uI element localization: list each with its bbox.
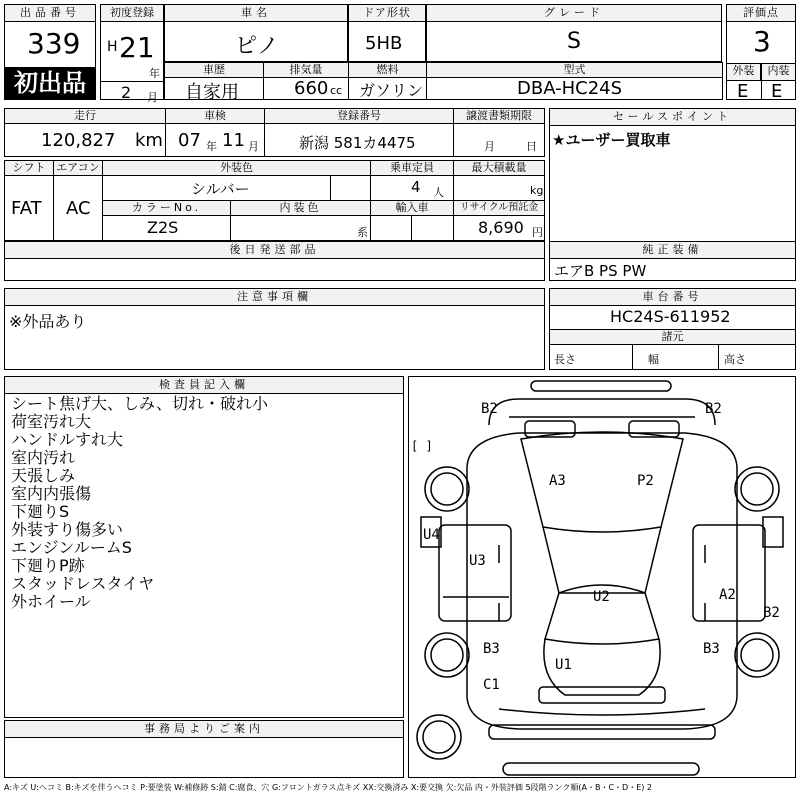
later-parts-label: 後日発送部品 [5,242,544,259]
office-label: 事務局よりご案内 [5,721,403,738]
car-diagram [408,376,796,778]
first-reg-box [100,4,164,104]
note-line: 室内汚れ [11,448,76,467]
car-name-label: 車名 [165,5,347,22]
equipment-label: 純正装備 [550,242,795,259]
lot-box [4,4,96,100]
mark-b2-right: B2 [705,401,722,417]
note-line: 外装すり傷多い [11,520,124,539]
car-outline-icon [409,377,795,777]
inspector-box [4,376,404,718]
door-label: ドア形状 [349,5,425,22]
bracket-marker: [ ] [411,439,433,453]
exterior-score: E [737,81,749,102]
mark-b2-side: B2 [763,605,780,621]
note-line: ハンドルすれ大 [11,430,124,449]
first-reg-label: 初度登録 [101,5,163,22]
note-line: 下廻りP跡 [11,556,85,575]
aircon-value: AC [66,198,91,219]
first-reg-era: H [107,39,118,55]
specs-label: 諸元 [549,329,796,345]
inspection-year-unit: 年 [206,140,217,153]
later-parts-box [4,241,545,281]
caution-value: ※外品あり [9,312,87,331]
first-listing-badge: 初出品 [5,67,95,99]
grade-box [426,4,722,62]
note-line: 下廻りS [11,502,70,521]
mark-b2-left: B2 [481,401,498,417]
note-line: 室内内張傷 [11,484,92,503]
inspection-year: 07 [178,130,201,151]
first-reg-year: 21 [119,31,155,64]
max-load-label: 最大積載量 [453,160,545,176]
mark-u1: U1 [555,657,572,673]
car-name-value: ピノ [235,34,279,59]
fuel-label: 燃料 [348,62,427,78]
mark-a3: A3 [549,473,566,489]
color-no-label: カラーNo. [102,200,231,216]
note-line: 荷室汚れ大 [11,412,92,431]
note-line: シート焦げ大、しみ、切れ・破れ小 [11,394,268,413]
chassis-box [549,288,796,370]
mark-a2: A2 [719,587,736,603]
capacity-value: 4 [411,178,421,196]
note-line: スタッドレスタイヤ [11,574,155,593]
int-color-unit: 系 [357,226,368,239]
door-value: 5HB [365,33,403,54]
legend-text: A:キズ U:ヘコミ B:キズを伴うヘコミ P:要塗装 W:補修跡 S:錆 C:腐食、穴 G:フロントガラス点キズ XX:交換済み X:要交換 欠:欠品 内・外装評価 5段階ランク順(A・B・C・D・E) 2 [4,783,653,792]
inspection-month-unit: 月 [248,140,259,153]
color-no-value: Z2S [147,218,179,237]
lot-label: 出品番号 [5,5,95,22]
fuel-value: ガソリン [359,81,424,100]
first-reg-month-unit: 月 [147,91,158,104]
equipment-value: エアB PS PW [554,262,647,280]
max-load-unit: kg [530,184,544,197]
inspection-label: 車検 [165,108,265,124]
caution-box [4,288,545,370]
aircon-label: エアコン [53,160,103,176]
displacement-unit: cc [330,84,343,97]
score-value: 3 [753,25,771,58]
model-label: 型式 [426,62,723,78]
spec-length: 長さ [554,353,576,366]
office-box [4,720,404,778]
registration-label: 登録番号 [264,108,454,124]
mileage-label: 走行 [4,108,166,124]
transfer-day-unit: 日 [526,140,537,153]
mark-p2: P2 [637,473,654,489]
sales-points-box [549,108,796,256]
shift-label: シフト [4,160,54,176]
mark-u4: U4 [423,527,440,543]
shift-value: FAT [11,198,42,219]
grade-value: S [567,29,581,54]
ext-color-label: 外装色 [102,160,371,176]
first-reg-year-unit: 年 [149,67,160,80]
capacity-label: 乗車定員 [370,160,454,176]
score-label: 評価点 [727,5,795,22]
door-box [348,4,426,62]
model-value: DBA-HC24S [517,78,623,99]
mark-b3-left: B3 [483,641,500,657]
sales-points-label: セールスポイント [550,109,795,126]
history-value: 自家用 [185,82,239,103]
grade-label: グレード [427,5,721,22]
spec-width: 幅 [648,353,659,366]
mark-c1: C1 [483,677,500,693]
chassis-value: HC24S-611952 [610,307,731,326]
mileage-value: 120,827 [41,130,116,151]
capacity-unit: 人 [433,186,444,199]
spec-height: 高さ [724,353,746,366]
interior-score-label: 内装 [761,63,796,81]
int-color-label: 内装色 [230,200,371,216]
note-line: エンジンルームS [11,538,132,557]
note-line: 外ホイール [11,592,91,611]
exterior-score-label: 外装 [726,63,761,81]
inspection-month: 11 [222,130,245,151]
import-label: 輸入車 [370,200,454,216]
lot-number: 339 [27,27,81,60]
displacement-value: 660 [294,78,329,99]
mileage-unit: km [135,130,163,151]
score-box [726,4,796,100]
first-reg-month: 2 [121,83,132,102]
mark-u3: U3 [469,553,486,569]
mark-u2: U2 [593,589,610,605]
history-label: 車歴 [164,62,264,78]
equipment-box [549,241,796,281]
interior-score: E [771,81,783,102]
note-line: 天張しみ [11,466,76,485]
car-name-box [164,4,348,62]
displacement-label: 排気量 [263,62,349,78]
inspector-label: 検査員記入欄 [5,377,403,394]
mark-b3-right: B3 [703,641,720,657]
recycle-unit: 円 [532,226,543,239]
ext-color-value: シルバー [191,180,250,198]
transfer-month-unit: 月 [484,140,495,153]
recycle-value: 8,690 [478,218,524,237]
transfer-label: 譲渡書類期限 [453,108,545,124]
caution-label: 注意事項欄 [5,289,544,306]
recycle-label: リサイクル預託金 [453,200,545,216]
sales-points-value: ★ユーザー買取車 [552,131,671,149]
chassis-label: 車台番号 [550,289,795,306]
registration-value: 新潟 581カ4475 [299,134,416,152]
